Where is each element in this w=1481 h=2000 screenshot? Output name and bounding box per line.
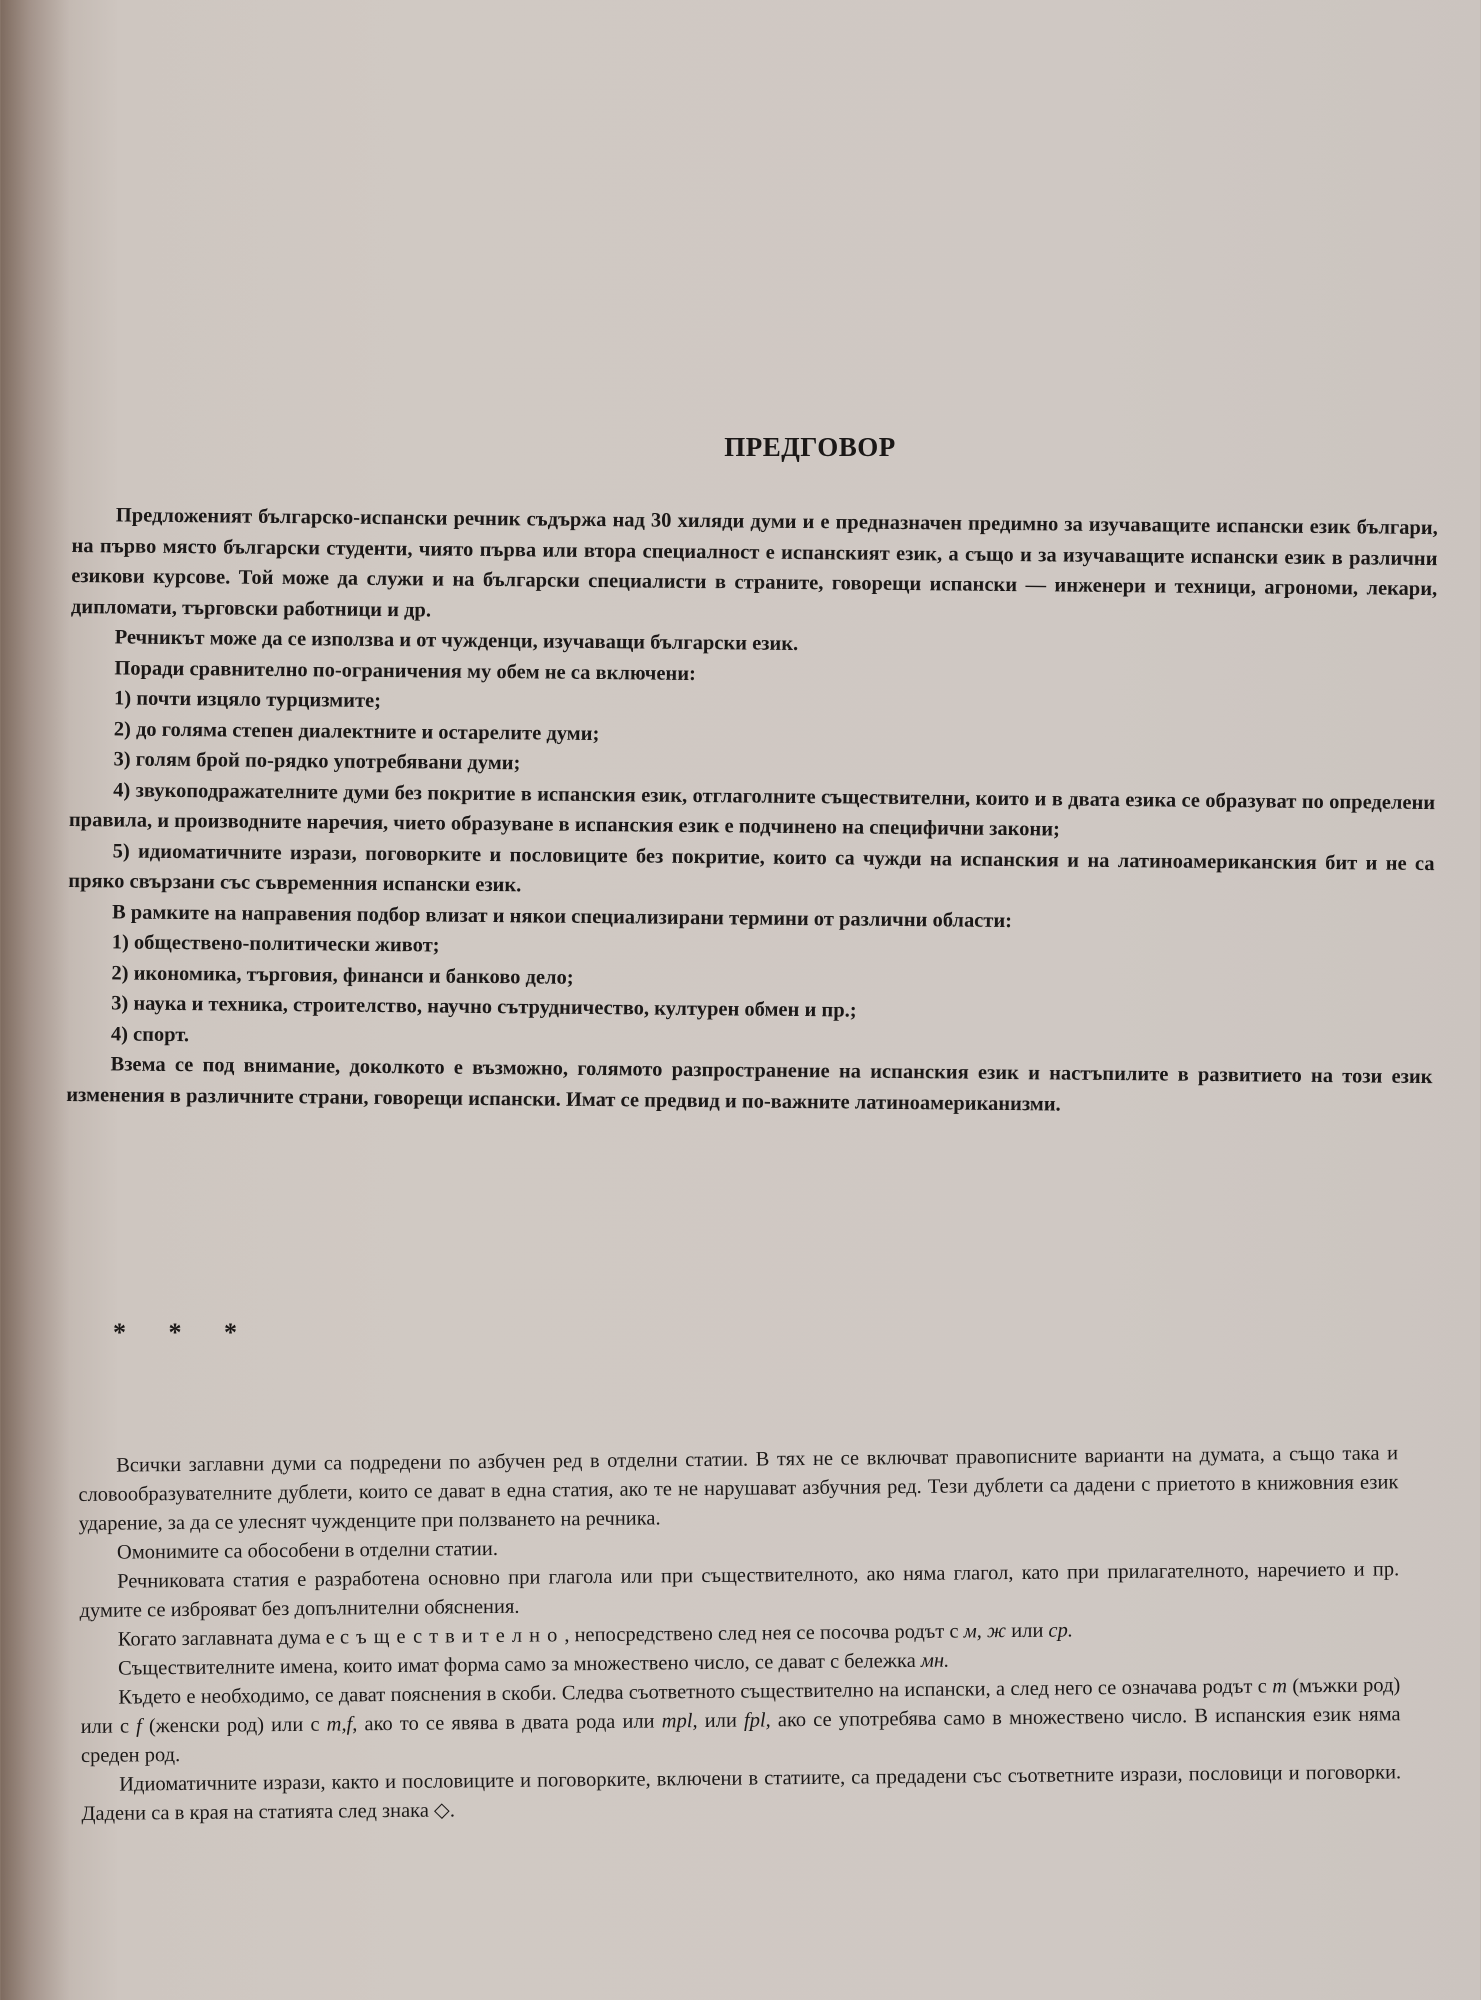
preface-section [66, 500, 1438, 1123]
included-item: 2) икономика, търговия, финанси и банково дело; [111, 961, 574, 989]
closing-paragraph: Взема се под внимание, доколкото е възможно, голямото разпространение на испанския език и настъпилите в развитието на този език изменения в различните страни, говорещи испански. Имат се предвид и по-важните латиноамериканизми. [66, 1053, 1433, 1116]
gender-abbr: mpl, [661, 1710, 698, 1733]
gender-abbr: ср. [1048, 1619, 1074, 1642]
included-item: 4) спорт. [110, 1022, 190, 1046]
text-run: Където е необходимо, се дават пояснения в скоби. Следва съответното съществително на испански, а след него се означава родът с [118, 1675, 1273, 1709]
excluded-item: 3) голям брой по-рядко употребявани думи; [113, 748, 521, 775]
gender-abbr: м, [963, 1620, 982, 1643]
usage-paragraph [80, 1671, 1401, 1771]
text-run: (мъжки род) или с [80, 1674, 1401, 1738]
text-run: или [697, 1709, 745, 1733]
intro-paragraph: Предложеният българско-испански речник съдържа над 30 хиляди думи и е предназначен предимно за изучаващите испански език българи, на първо място български студенти, чиято първа или втора специалност е испанският език, а също и за изучаващите испански език в различни езикови курсове. Той може да служи и на български специалисти в страните, говорещи испански — инженери и техници, агрономи, лекари, дипломати, търговски работници и др. [70, 504, 1438, 621]
text-run: ако то се явява в двата рода или [357, 1710, 662, 1736]
usage-paragraph: Всички заглавни думи са подредени по азбучен ред в отделни статии. В тях не се включват правописните варианти на думата, а също така и словообразувателните дублети, които се дават в една статия, ако те не нарушават азбучния ред. Тези дублети са дадени с приетото в книжовния език ударение, за да се улеснят чужденците при ползването на речника. [78, 1442, 1399, 1535]
gender-abbr: m,f, [326, 1713, 358, 1736]
page-title: ПРЕДГОВОР [724, 432, 896, 462]
gender-abbr: ж [986, 1620, 1007, 1643]
plural-abbr: мн. [920, 1649, 950, 1672]
excluded-item: 2) до голяма степен диалектните и остарелите думи; [113, 717, 600, 745]
usage-paragraph: Омонимите са обособени в отделни статии. [116, 1537, 499, 1564]
included-item: 3) наука и техника, строителство, научно сътрудничество, културен обмен и пр.; [111, 992, 857, 1022]
text-run: Когато заглавната дума е [117, 1626, 341, 1651]
excluded-item: 5) идиоматичните изрази, поговорките и пословиците без покритие, които са чужди на испанския и на латиноамериканския бит и не са пряко свързани със съвременния испански език. [68, 839, 1435, 897]
section-separator: * * * [113, 1318, 255, 1347]
gender-abbr: f [136, 1715, 142, 1738]
foreigners-paragraph: Речникът може да се използва и от чужденци, изучаващи български език. [114, 626, 799, 655]
text-run: ако се употребява само в множествено число. В испанския език няма среден род. [80, 1703, 1401, 1767]
excluded-intro: Поради сравнително по-ограничения му обем не са включени: [114, 656, 697, 685]
text-run: Съществителните имена, които имат форма само за множествено число, се дават с бележка [117, 1649, 921, 1680]
text-run: или [1005, 1619, 1049, 1643]
excluded-item: 1) почти изцяло турцизмите; [113, 687, 382, 712]
included-intro: В рамките на направения подбор влизат и някои специализирани термини от различни области: [111, 900, 1013, 932]
gender-abbr: fpl, [743, 1709, 771, 1732]
gender-abbr: m [1272, 1675, 1288, 1698]
text-run: , непосредствено след нея се посочва родът с [564, 1620, 964, 1647]
text-run: (женски род) или с [141, 1713, 327, 1738]
usage-paragraph: Речниковата статия е разработена основно при глагола или при съществителното, ако няма глагол, като при прилагателното, наречието и пр. думите се изброяват без допълнителни обяснения. [79, 1558, 1400, 1622]
usage-paragraph: Идиоматичните изрази, както и пословиците и поговорките, включени в статиите, са предадени със съответните изрази, пословици и поговорки. Дадени са в края на статията след знака ◇. [81, 1761, 1402, 1825]
excluded-item: 4) звукоподражателните думи без покритие в испанския език, отглаголните съществителни, които и в двата езика се образуват по определени правила, и производните наречия, чието образуване в испанския език е подчинено на специфични закони; [68, 778, 1436, 841]
spaced-term: съществително [339, 1624, 565, 1649]
included-item: 1) обществено-политически живот; [111, 931, 440, 957]
usage-section [78, 1439, 1402, 1829]
